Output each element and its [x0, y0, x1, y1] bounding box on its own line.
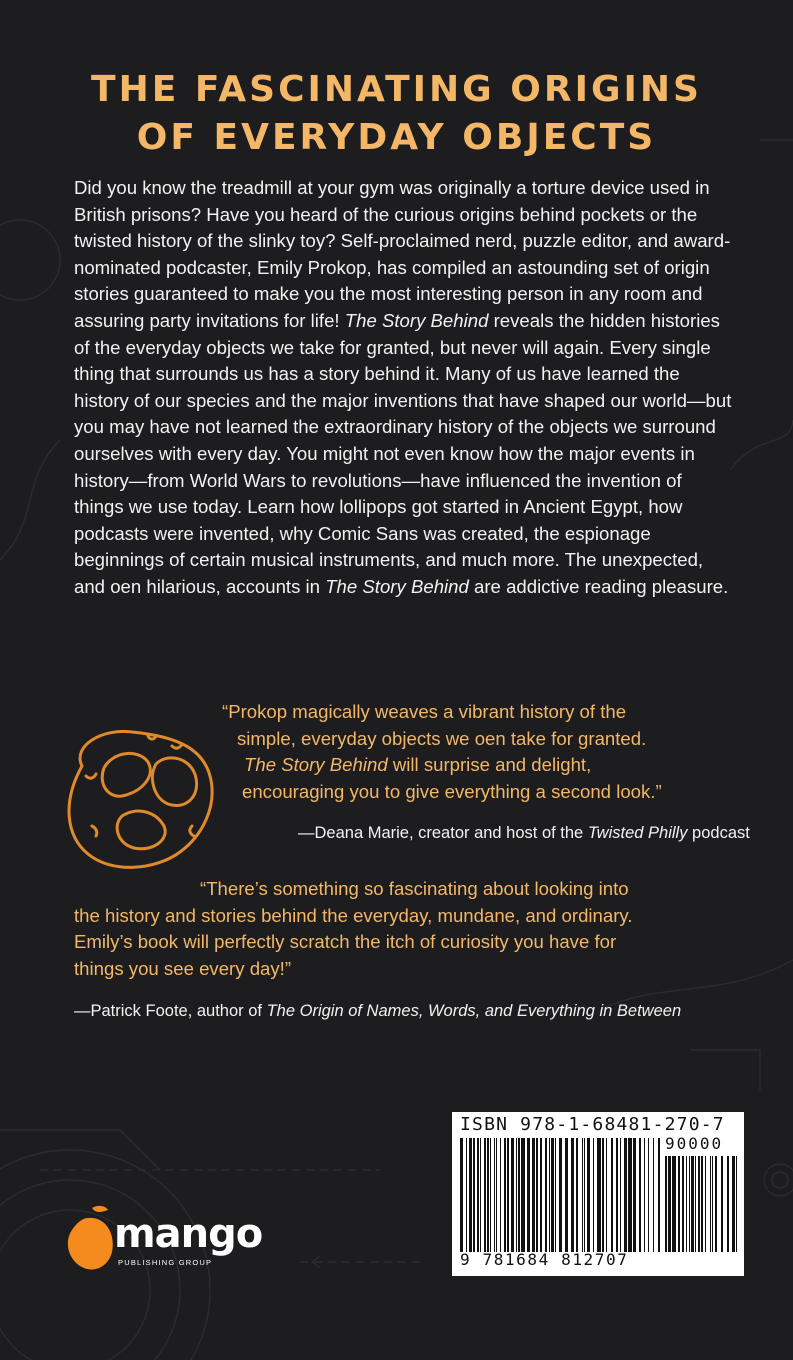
- barcode-bar: [727, 1156, 729, 1252]
- barcode-bar: [710, 1156, 711, 1252]
- barcode-bar: [545, 1138, 547, 1252]
- barcode-bar: [555, 1138, 556, 1252]
- barcode-bar: [484, 1138, 486, 1252]
- attribution-1-post: podcast: [687, 824, 750, 842]
- description-book-title: The Story Behind: [344, 309, 489, 331]
- barcode-bar: [732, 1156, 735, 1252]
- ean-number: 9 781684 812707: [460, 1250, 629, 1269]
- barcode-bar: [518, 1138, 520, 1252]
- barcode-bar: [494, 1138, 495, 1252]
- barcode-bar: [691, 1156, 694, 1252]
- barcode-bar: [653, 1138, 654, 1252]
- barcode-bar: [593, 1138, 594, 1252]
- barcode-bar: [480, 1138, 481, 1252]
- barcode-bar: [487, 1138, 489, 1252]
- barcode-bar: [549, 1138, 550, 1252]
- quote-2-line-4: things you see every day!”: [74, 957, 292, 979]
- quote-2-attribution: [74, 1000, 681, 1022]
- barcode-bar: [624, 1138, 627, 1252]
- quote-2-line-3: Emily’s book will perfectly scratch the itch of curiosity you have for: [74, 931, 617, 953]
- barcode-bar: [473, 1138, 475, 1252]
- attribution-2-title: The Origin of Names, Words, and Everything in Between: [266, 1002, 682, 1020]
- description-part-3: are addictive reading pleasure.: [468, 575, 729, 597]
- pretzel-icon: [52, 706, 228, 882]
- barcode-bar: [689, 1156, 690, 1252]
- barcode-bar: [668, 1156, 671, 1252]
- barcode-bar: [551, 1138, 554, 1252]
- description-book-title-2: The Story Behind: [325, 575, 469, 597]
- quote-1-line-1: “Prokop magically weaves a vibrant history of the: [222, 701, 627, 722]
- barcode-bar: [571, 1138, 574, 1252]
- barcode-bar: [639, 1138, 641, 1252]
- isbn-number: ISBN 978-1-68481-270-7: [460, 1114, 725, 1135]
- barcode-bar: [602, 1138, 604, 1252]
- barcode-bar: [597, 1138, 601, 1252]
- barcode-bar: [565, 1138, 568, 1252]
- barcode-bar: [582, 1138, 583, 1252]
- barcode-bars: [460, 1138, 660, 1252]
- barcode-bar: [511, 1138, 514, 1252]
- mango-fruit-icon: [62, 1204, 118, 1284]
- barcode-bar: [712, 1156, 713, 1252]
- description-part-2: reveals the hidden histories of the everyday objects we take for granted, but never will again. Every single thing that surrounds us has a story behind it. Many of us have learned the history of our species and the major inventions that have shaped our world—but you may have not learned the extraordinary history of the objects we surround ourselves with every day. You might not even know how the major events in history—from World Wars to revolutions—have influenced the invention of things we use today. Learn how lollipops got started in Ancient Egypt, how podcasts were invented, why Comic Sans was created, the espionage beginnings of certain musical instruments, and much more. The unexpected, and oen hilarious, accounts in: [74, 309, 732, 597]
- barcode-bar: [576, 1138, 578, 1252]
- barcode-bar: [628, 1138, 632, 1252]
- quote-2-line-1: “There’s something so fascinating about looking into: [200, 878, 629, 899]
- barcode-bar: [686, 1156, 687, 1252]
- barcode-bar: [540, 1138, 542, 1252]
- publisher-name: mango: [114, 1211, 263, 1257]
- barcode-bar: [695, 1156, 696, 1252]
- barcode-bar: [490, 1138, 491, 1252]
- barcode-addon-number: 90000: [665, 1134, 724, 1153]
- publisher-logo: [62, 1204, 292, 1284]
- barcode-bar: [644, 1138, 645, 1252]
- barcode-bar: [665, 1156, 667, 1252]
- barcode-bar: [527, 1138, 530, 1252]
- barcode-bar: [559, 1138, 562, 1252]
- barcode-bar: [496, 1138, 497, 1252]
- barcode-bar: [698, 1156, 700, 1252]
- book-description: [74, 175, 734, 601]
- barcode-bar: [620, 1138, 621, 1252]
- quote-1-line-3: [222, 752, 742, 779]
- headline-line-2: OF EVERYDAY OBJECTS: [136, 117, 657, 158]
- isbn-barcode: [452, 1112, 744, 1276]
- barcode-bar: [587, 1138, 590, 1252]
- barcode-bar: [504, 1138, 506, 1252]
- barcode-bar: [500, 1138, 501, 1252]
- barcode-bar: [648, 1138, 649, 1252]
- barcode-bar: [584, 1138, 585, 1252]
- barcode-bar: [715, 1156, 717, 1252]
- attribution-2-pre: —Patrick Foote, author of: [74, 1002, 267, 1020]
- barcode-bar: [701, 1156, 703, 1252]
- barcode-bar: [466, 1138, 467, 1252]
- barcode-bar: [477, 1138, 479, 1252]
- attribution-1-title: Twisted Philly: [587, 824, 688, 842]
- headline: [0, 66, 793, 162]
- barcode-bar: [611, 1138, 613, 1252]
- barcode-bar: [532, 1138, 535, 1252]
- quote-1-line-2: simple, everyday objects we oen take for granted.: [237, 727, 647, 749]
- barcode-bar: [516, 1138, 517, 1252]
- quote-1-line-3-rest: will surprise and delight,: [387, 754, 592, 776]
- barcode-bar: [721, 1156, 723, 1252]
- barcode-bar: [606, 1138, 607, 1252]
- barcode-bar: [736, 1156, 737, 1252]
- barcode-bar: [658, 1138, 660, 1252]
- barcode-bar: [536, 1138, 538, 1252]
- quote-1-book-title: The Story Behind: [244, 754, 388, 776]
- barcode-bar: [633, 1138, 636, 1252]
- barcode-bar: [469, 1138, 472, 1252]
- barcode-bar: [672, 1156, 676, 1252]
- barcode-bar: [507, 1138, 509, 1252]
- headline-line-1: THE FASCINATING ORIGINS: [91, 69, 702, 110]
- review-quote-1: [222, 699, 742, 805]
- review-quote-2: [74, 876, 754, 982]
- quote-1-line-4: encouraging you to give everything a second look.”: [242, 780, 662, 802]
- quote-1-attribution: [298, 822, 750, 844]
- barcode-bar: [521, 1138, 525, 1252]
- attribution-1-pre: —Deana Marie, creator and host of the: [298, 824, 588, 842]
- barcode-bar: [460, 1138, 463, 1252]
- barcode-bar: [682, 1156, 684, 1252]
- description-part-1: Did you know the treadmill at your gym was originally a torture device used in British prisons? Have you heard of the curious origins behind pockets or the twisted history of the slinky toy? Self-proclaimed nerd, puzzle editor, and award-nominated podcaster, Emily Prokop, has compiled an astounding set of origin stories guaranteed to make you the most interesting person in any room and assuring party invitations for life!: [74, 177, 731, 331]
- publisher-subtitle: PUBLISHING GROUP: [118, 1258, 213, 1267]
- barcode-bar: [678, 1156, 680, 1252]
- barcode-bar: [705, 1156, 706, 1252]
- quote-2-line-2: the history and stories behind the everyday, mundane, and ordinary.: [74, 904, 633, 926]
- barcode-bar: [616, 1138, 618, 1252]
- barcode-addon-bars: [665, 1156, 737, 1252]
